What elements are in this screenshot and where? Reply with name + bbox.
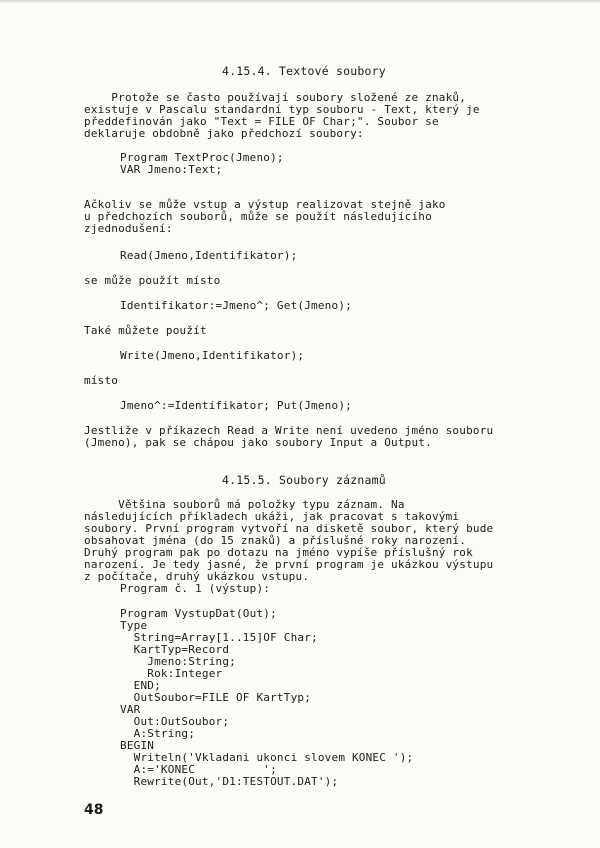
code-line: BEGIN [120, 739, 155, 752]
paragraph-line: se může použít místo [84, 274, 221, 287]
paragraph-line: místo [84, 374, 119, 387]
paragraph-line: z počítače, druhý ukázkou vstupu. [84, 570, 310, 583]
code-line: A:='KONEC '; [120, 763, 277, 776]
page-top-edge [0, 0, 600, 4]
code-line: Read(Jmeno,Identifikator); [120, 249, 298, 262]
paragraph-line: předdefinován jako "Text = FILE OF Char;". Soubor se [84, 115, 439, 128]
program-label: Program č. 1 (výstup): [120, 582, 271, 595]
paragraph-line: obsahovat jména (do 15 znaků) a příslušné roky narození. [84, 534, 467, 547]
paragraph-line: Protože se často používají soubory složené ze znaků, [111, 91, 467, 104]
paragraph-line: u předchozích souborů, může se použít následujícího [84, 210, 432, 223]
paragraph-line: (Jmeno), pak se chápou jako soubory Input a Output. [84, 436, 432, 449]
code-line: Jmeno^:=Identifikator; Put(Jmeno); [120, 399, 352, 412]
paragraph-line: soubory. První program vytvoří na disketě soubor, který bude [84, 522, 494, 535]
paragraph-line: Jestliže v příkazech Read a Write není uvedeno jméno souboru [84, 424, 494, 437]
code-line: Type [120, 619, 148, 632]
code-line: Rewrite(Out,'D1:TESTOUT.DAT'); [120, 775, 339, 788]
paragraph-line: zjednodušení: [84, 222, 173, 235]
section-heading-record-files: 4.15.5. Soubory záznamů [222, 473, 386, 487]
code-line: KartTyp=Record [120, 643, 230, 656]
code-line: VAR Jmeno:Text; [120, 163, 223, 176]
code-line: A:String; [120, 727, 196, 740]
code-line: Jmeno:String; [120, 655, 236, 668]
section-heading-text-files: 4.15.4. Textové soubory [222, 64, 386, 78]
paragraph-line: deklaruje obdobně jako předchozí soubory: [84, 127, 364, 140]
paragraph-line: Druhý program pak po dotazu na jméno vypíše příslušný rok [84, 546, 473, 559]
paragraph-line: Většina souborů má položky typu záznam. Na [118, 498, 405, 511]
paragraph-line: Ačkoliv se může vstup a výstup realizovat stejně jako [84, 198, 446, 211]
code-line: VAR [120, 703, 141, 716]
paragraph-line: existuje v Pascalu standardní typ souboru - Text, který je [84, 103, 480, 116]
page-number: 48 [84, 802, 104, 818]
code-line: Program TextProc(Jmeno); [120, 151, 284, 164]
paragraph-line: Také můžete použít [84, 324, 207, 337]
code-line: Out:OutSoubor; [120, 715, 230, 728]
paragraph-line: narození. Je tedy jasné, že první program je ukázkou výstupu [84, 558, 494, 571]
code-line: Write(Jmeno,Identifikator); [120, 349, 305, 362]
code-line: Identifikator:=Jmeno^; Get(Jmeno); [120, 299, 352, 312]
code-line: OutSoubor=FILE OF KartTyp; [120, 691, 312, 704]
code-line: Program VystupDat(Out); [120, 607, 277, 620]
code-line: END; [120, 679, 161, 692]
code-line: String=Array[1..15]OF Char; [120, 631, 318, 644]
code-line: Writeln('Vkladani ukonci slovem KONEC '); [120, 751, 414, 764]
code-line: Rok:Integer [120, 667, 223, 680]
paragraph-line: následujících příkladech ukáži, jak pracovat s takovými [84, 510, 460, 523]
